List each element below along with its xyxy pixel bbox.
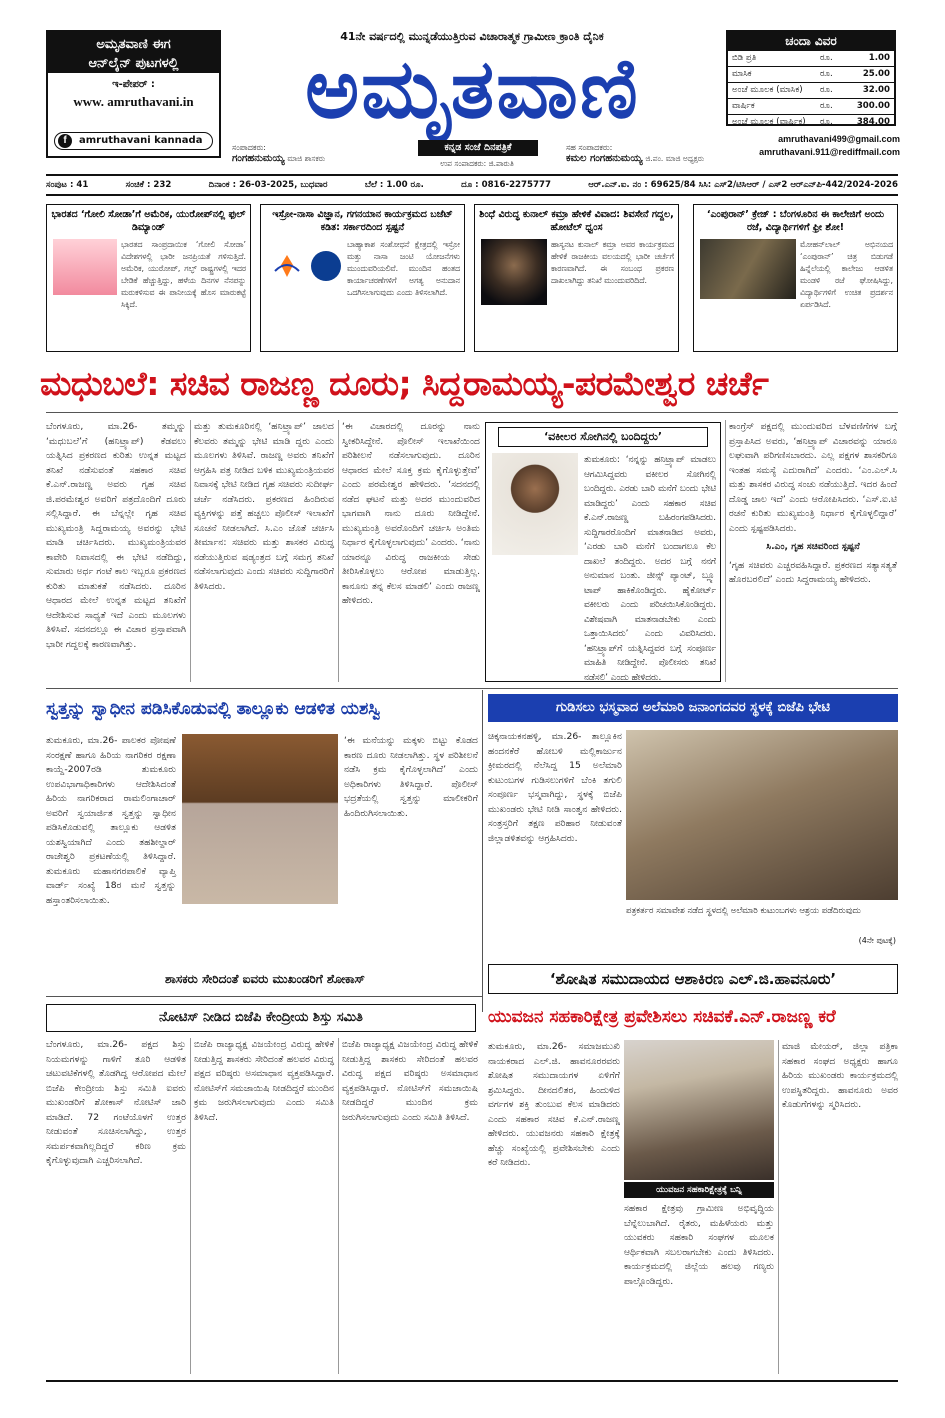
subscription-row — [728, 82, 894, 98]
sidebox-text: ತುಮಕೂರು: ‘ನನ್ನನ್ನು ಹನಿಟ್ರ್ಯಾಪ್ ಮಾಡಲು ಆಗಮಿಸಿದ್ದವರು ವಕೀಲರ ಸೋಗಿನಲ್ಲಿ ಬಂದಿದ್ದರು. ಎರಡು ಬಾರಿ ಮನೆಗೆ ಬಂದು ಭೇಟಿ ಮಾಡಿದ್ದರು’ ಎಂದು ಸಹಕಾರ ಸಚಿವ ಕೆ.ಎನ್.ರಾಜಣ್ಣ ಬಹಿರಂಗಪಡಿಸಿದರು. ಸುದ್ದಿಗಾರರೊಂದಿಗೆ ಮಾತನಾಡಿದ ಅವರು, ‘ಎರಡು ಬಾರಿ ಮನೆಗೆ ಬಂದಾಗಲೂ ಕೆಲ ದಾಖಲೆ ತಂದಿದ್ದರು. ಅದರ ಬಗ್ಗೆ ನನಗೆ ಅನುಮಾನ ಬಂತು. ಜೀನ್ಸ್ ಪ್ಯಾಂಟ್, ಬ್ಲ್ಯೂ ಟಾಪ್ ಹಾಕಿಕೊಂಡಿದ್ದರು. ಹೈಕೋರ್ಟ್ ವಕೀಲರು ಎಂದು ಪರಿಚಯಿಸಿಕೊಂಡಿದ್ದರು. ವಿಶೇಷವಾಗಿ ಮಾತನಾಡಬೇಕು ಎಂದು ಒತ್ತಾಯಿಸಿದರು’ ಎಂದು ವಿವರಿಸಿದರು. ‘ಹನಿಟ್ರ್ಯಾಪ್‌ಗೆ ಯತ್ನಿಸಿದ್ದವರ ಬಗ್ಗೆ ಸಂಪೂರ್ಣ ಮಾಹಿತಿ ನೀಡಿದ್ದೇನೆ. ಪೊಲೀಸರು ತನಿಖೆ ನಡೆಸಲಿ’ ಎಂದು ಹೇಳಿದರು. — [584, 455, 716, 683]
promo-line1: ಅಮೃತವಾಣಿ ಈಗ — [96, 37, 171, 52]
subscription-amount: 32.00 — [862, 85, 890, 95]
lead-col-3: ‘ಈ ವಿಚಾರದಲ್ಲಿ ದೂರನ್ನು ನಾನು ಸ್ವೀಕರಿಸಿದ್ದೇನೆ. ಪೊಲೀಸ್ ಇಲಾಖೆಯಿಂದ ಪರಿಶೀಲನೆ ನಡೆಸಲಾಗುವುದು. ದೂರಿನ ಆಧಾರದ ಮೇಲೆ ಸೂಕ್ತ ಕ್ರಮ ಕೈಗೊಳ್ಳುತ್ತೇವೆ’ ಎಂದು ಪರಮೇಶ್ವರ ಹೇಳಿದರು. ‘ಸದನದಲ್ಲಿ ನಡೆದ ಘಟನೆ ಮತ್ತು ಅದರ ಮುಂದುವರಿದ ಭಾಗವಾಗಿ ನಾನು ದೂರು ನೀಡಿದ್ದೇನೆ. ಮುಖ್ಯಮಂತ್ರಿ ಅವರೊಂದಿಗೆ ಚರ್ಚಿಸಿ ಅಂತಿಮ ನಿರ್ಧಾರ ಕೈಗೊಳ್ಳಲಾಗುವುದು’ ಎಂದರು. ‘ನಾನು ಯಾರನ್ನೂ ವಿರುದ್ಧ ರಾಜಕೀಯ ಸೇಡು ತೀರಿಸಿಕೊಳ್ಳಲು ಆರೋಪ ಮಾಡುತ್ತಿಲ್ಲ. ಕಾನೂನು ತನ್ನ ಕೆಲಸ ಮಾಡಲಿ’ ಎಂದು ರಾಜಣ್ಣ ಹೇಳಿದರು. — [342, 421, 480, 606]
volume: ಸಂಪುಟ : 41 — [46, 180, 89, 190]
teaser-title: ‘ಎಂಪುರಾನ್’ ಕ್ರೇಜ್ : ಬೆಂಗಳೂರಿನ ಈ ಕಾಲೇಜಿಗೆ ಅಂದು ರಜೆ, ವಿದ್ಯಾರ್ಥಿಗಳಿಗೆ ಫ್ರೀ ಶೋ! — [706, 209, 885, 233]
subscription-unit: ರೂ. — [820, 85, 833, 95]
subscription-unit: ರೂ. — [820, 53, 833, 63]
subscription-label: ವಾರ್ಷಿಕ — [732, 101, 755, 111]
story5-caption: ಯುವಜನ ಸಹಕಾರಿಕ್ಷೇತ್ರಕ್ಕೆ ಬನ್ನಿ — [624, 1182, 774, 1198]
isro-logo-icon — [269, 251, 305, 281]
newspaper-subtitle: ಕನ್ನಡ ಸಂಜೆ ದಿನಪತ್ರಿಕೆ — [418, 140, 538, 156]
subscription-row — [728, 50, 894, 66]
coeditor-label: ಸಹ ಸಂಪಾದಕರು: — [566, 143, 613, 152]
online-promo-box — [46, 30, 221, 158]
lead-col5-subhead: ಸಿ.ಎಂ, ಗೃಹ ಸಚಿವರಿಂದ ಸ್ಪಷ್ಟನೆ — [766, 541, 860, 552]
story2-headline: ಸ್ವತ್ತನ್ನು ಸ್ವಾಧೀನ ಪಡಿಸಿಕೊಡುವಲ್ಲಿ ತಾಲ್ಲೂಕು ಆಡಳಿತ ಯಶಸ್ವಿ — [46, 699, 381, 719]
issue-bar — [46, 177, 898, 193]
story4-text: ಬೆಂಗಳೂರು, ಮಾ.26- ಪಕ್ಷದ ಶಿಸ್ತು ನಿಯಮಗಳನ್ನು ಗಾಳಿಗೆ ತೂರಿ ಆಡಳಿತ ಚಟುವಟಿಕೆಗಳಲ್ಲಿ ತೊಡಗಿದ್ದ ಆರೋಪದ ಮೇಲೆ ಬಿಜೆಪಿ ಕೇಂದ್ರೀಯ ಶಿಸ್ತು ಸಮಿತಿ ಐವರು ಮುಖಂಡರಿಗೆ ಶೋಕಾಸ್ ನೋಟಿಸ್ ಜಾರಿ ಮಾಡಿದೆ. 72 ಗಂಟೆಯೊಳಗೆ ಉತ್ತರ ನೀಡುವಂತೆ ಸೂಚಿಸಲಾಗಿದ್ದು, ಉತ್ತರ ಸಮರ್ಪಕವಾಗಿಲ್ಲದಿದ್ದರೆ ಕಠಿಣ ಕ್ರಮ ಕೈಗೊಳ್ಳುವುದಾಗಿ ಎಚ್ಚರಿಸಲಾಗಿದೆ. — [46, 1039, 186, 1166]
story4-text-2: ಬಿಜೆಪಿ ರಾಜ್ಯಾಧ್ಯಕ್ಷ ವಿಜಯೇಂದ್ರ ವಿರುದ್ಧ ಹೇಳಿಕೆ ನೀಡುತ್ತಿದ್ದ ಶಾಸಕರು ಸೇರಿದಂತೆ ಹಲವರ ವಿರುದ್ಧ ಪಕ್ಷದ ವರಿಷ್ಠರು ಅಸಮಾಧಾನ ವ್ಯಕ್ತಪಡಿಸಿದ್ದಾರೆ. ನೋಟಿಸ್‌ಗೆ ಸಮಜಾಯಿಷಿ ನೀಡದಿದ್ದರೆ ಮುಂದಿನ ಕ್ರಮ ಜರುಗಿಸಲಾಗುವುದು ಎಂದು ಸಮಿತಿ ತಿಳಿಸಿದೆ. — [194, 1039, 334, 1123]
email-primary[interactable]: amruthavani499@gmail.com — [778, 134, 900, 144]
subscription-label: ಬಿಡಿ ಪ್ರತಿ — [732, 53, 757, 63]
tagline: 41ನೇ ವರ್ಷದಲ್ಲಿ ಮುನ್ನಡೆಯುತ್ತಿರುವ ವಿಚಾರಾತ್ಮಕ ಗ್ರಾಮೀಣ ಕ್ರಾಂತಿ ದೈನಿಕ — [340, 30, 604, 43]
subscription-label: ಅಂಚೆ ಮೂಲಕ (ಮಾಸಿಕ) — [732, 85, 803, 95]
editor-label: ಸಂಪಾದಕರು: — [232, 143, 266, 152]
lead-headline: ಮಧುಬಲೆ: ಸಚಿವ ರಾಜಣ್ಣ ದೂರು; ಸಿದ್ದರಾಮಯ್ಯ-ಪರಮೇಶ್ವರ ಚರ್ಚೆ — [40, 364, 769, 403]
subscription-box — [726, 30, 896, 126]
isro-logo — [269, 251, 305, 281]
teaser-card[interactable] — [693, 204, 898, 352]
story3-text: ಚಿಕ್ಕನಾಯಕನಹಳ್ಳಿ, ಮಾ.26- ತಾಲ್ಲೂಕಿನ ಹಂದನಕೆರೆ ಹೋಬಳಿ ಮಲ್ಲಿಕಾರ್ಜುನ ಕ್ರೀಮರದಲ್ಲಿ ನೆಲೆಸಿದ್ದ 15 ಅಲೆಮಾರಿ ಕುಟುಂಬಗಳ ಗುಡಿಸಲುಗಳಿಗೆ ಬೆಂಕಿ ತಗುಲಿ ಸಂಪೂರ್ಣ ಭಸ್ಮವಾಗಿದ್ದು, ಸ್ಥಳಕ್ಕೆ ಬಿಜೆಪಿ ಮುಖಂಡರು ಭೇಟಿ ನೀಡಿ ಸಾಂತ್ವನ ಹೇಳಿದರು. ಸಂತ್ರಸ್ತರಿಗೆ ತಕ್ಷಣ ಪರಿಹಾರ ನೀಡುವಂತೆ ಜಿಲ್ಲಾಡಳಿತವನ್ನು ಆಗ್ರಹಿಸಿದರು. — [488, 731, 622, 844]
masthead — [0, 0, 945, 175]
issue-date: ದಿನಾಂಕ : 26-03-2025, ಬುಧವಾರ — [208, 180, 328, 190]
story5-text-2: ಸಹಕಾರ ಕ್ಷೇತ್ರವು ಗ್ರಾಮೀಣ ಅಭಿವೃದ್ಧಿಯ ಬೆನ್ನೆಲುಬಾಗಿದೆ. ರೈತರು, ಮಹಿಳೆಯರು ಮತ್ತು ಯುವಕರು ಸಹಕಾರಿ ಸಂಘಗಳ ಮೂಲಕ ಆರ್ಥಿಕವಾಗಿ ಸಬಲರಾಗಬೇಕು ಎಂದು ತಿಳಿಸಿದರು. ಕಾರ್ಯಕ್ರಮದಲ್ಲಿ ಜಿಲ್ಲೆಯ ಹಲವು ಗಣ್ಯರು ಪಾಲ್ಗೊಂಡಿದ್ದರು. — [624, 1203, 774, 1287]
subscription-title: ಚಂದಾ ವಿವರ — [728, 32, 894, 50]
teaser-title: ಭಾರತದ ‘ಗೋಲಿ ಸೋಡಾ’ಗೆ ಅಮೆರಿಕ, ಯುರೋಪ್‌ನಲ್ಲಿ ಫುಲ್ ಡಿಮ್ಯಾಂಡ್ — [51, 209, 246, 233]
story5-photo — [624, 1040, 774, 1180]
story3-quote: ‘ಶೋಷಿತ ಸಮುದಾಯದ ಆಶಾಕಿರಣ ಎಲ್.ಜಿ.ಹಾವನೂರು’ — [488, 964, 898, 994]
subscription-amount: 300.00 — [856, 101, 890, 111]
subscription-unit: ರೂ. — [820, 69, 833, 79]
teaser-title: ಇಸ್ರೋ-ನಾಸಾ ವಿಜ್ಞಾನ, ಗಗನಯಾನ ಕಾರ್ಯಕ್ರಮದ ಬಜೆಟ್ ಕಡಿತ: ಸರ್ಕಾರದಿಂದ ಸ್ಪಷ್ಟನೆ — [272, 209, 453, 233]
story2-photo — [182, 734, 338, 904]
teaser-body: ಹಾಸ್ಯನಟ ಕುನಾಲ್ ಕಮ್ರಾ ಅವರ ಕಾರ್ಯಕ್ರಮದ ಹೇಳಿಕೆ ರಾಜಕೀಯ ವಲಯದಲ್ಲಿ ಭಾರೀ ಚರ್ಚೆಗೆ ಕಾರಣವಾಗಿದೆ. ಈ ಸಂಬಂಧ ಪ್ರಕರಣ ದಾಖಲಾಗಿದ್ದು ತನಿಖೆ ಮುಂದುವರಿದಿದೆ. — [551, 240, 674, 285]
registration: ಆರ್.ಎನ್.ಐ. ನಂ : 69625/84 ಸಿಸಿ: ಎಸ್‌2/ಟಿಸಿಆರ್ / ಎಸ್‌2 ಆರ್‌ಎನ್‌ಪಿ-442/2024-2026 — [588, 180, 898, 190]
lead-col5-text: ಕಾಂಗ್ರೆಸ್ ಪಕ್ಷದಲ್ಲಿ ಮುಂದುವರಿದ ಬೆಳವಣಿಗೆಗಳ ಬಗ್ಗೆ ಪ್ರಸ್ತಾಪಿಸಿದ ಅವರು, ‘ಹನಿಟ್ರ್ಯಾಪ್ ವಿಚಾರವನ್ನು ಯಾರೂ ಲಘುವಾಗಿ ಪರಿಗಣಿಸಬಾರದು. ಎಲ್ಲ ಪಕ್ಷಗಳ ಶಾಸಕರಿಗೂ ಇಂತಹ ಸಮಸ್ಯೆ ಎದುರಾಗಿದೆ’ ಎಂದರು. ‘ಎಂ.ಎಲ್.ಸಿ ಮತ್ತು ಶಾಸಕರ ವಿರುದ್ಧ ಸಂಚು ನಡೆಯುತ್ತಿದೆ. ಇದರ ಹಿಂದೆ ದೊಡ್ಡ ಜಾಲ ಇದೆ’ ಎಂದು ಆರೋಪಿಸಿದರು. ‘ಎಸ್.ಐ.ಟಿ ರಚನೆ ಕುರಿತು ಮುಖ್ಯಮಂತ್ರಿ ನಿರ್ಧಾರ ಕೈಗೊಳ್ಳಲಿದ್ದಾರೆ’ ಎಂದು ಸ್ಪಷ್ಟಪಡಿಸಿದರು. — [729, 421, 897, 534]
lead-col5-more: ‘ಗೃಹ ಸಚಿವರು ಎಚ್ಚರವಹಿಸಿದ್ದಾರೆ. ಪ್ರಕರಣದ ಸತ್ಯಾಸತ್ಯತೆ ಹೊರಬರಲಿದೆ’ ಎಂದು ಸಿದ್ದರಾಮಯ್ಯ ಹೇಳಿದರು. — [729, 559, 897, 585]
assoc-editor: ಉಪ ಸಂಪಾದಕರು: ಜಿ.ಪಾರುತಿ — [440, 159, 514, 168]
subscription-amount: 1.00 — [868, 53, 890, 63]
story2-text-2: ‘ಈ ಮನೆಯನ್ನು ಮಕ್ಕಳು ಬಿಟ್ಟು ಕೊಡದ ಕಾರಣ ದೂರು ನೀಡಲಾಗಿತ್ತು. ಸ್ಥಳ ಪರಿಶೀಲನೆ ನಡೆಸಿ ಕ್ರಮ ಕೈಗೊಳ್ಳಲಾಗಿದೆ’ ಎಂದು ಅಧಿಕಾರಿಗಳು ತಿಳಿಸಿದ್ದಾರೆ. ಪೊಲೀಸ್ ಭದ್ರತೆಯಲ್ಲಿ ಸ್ವತ್ತನ್ನು ಮಾಲೀಕರಿಗೆ ಹಿಂದಿರುಗಿಸಲಾಯಿತು. — [344, 735, 478, 819]
story3-headline: ಗುಡಿಸಲು ಭಸ್ಮವಾದ ಅಲೆಮಾರಿ ಜನಾಂಗದವರ ಸ್ಥಳಕ್ಕೆ ಬಿಜೆಪಿ ಭೇಟಿ — [556, 700, 830, 715]
subscription-row — [728, 66, 894, 82]
subscription-row — [728, 114, 894, 130]
issue-no: ಸಂಚಿಕೆ : 232 — [125, 180, 172, 190]
teaser-photo — [481, 239, 547, 305]
editor-name: ಗಂಗಹನುಮಯ್ಯ — [232, 153, 285, 164]
subscription-unit: ರೂ. — [820, 117, 833, 127]
story4-pull-box — [194, 1038, 334, 1374]
subscription-unit: ರೂ. — [820, 101, 833, 111]
lead-sidebox — [485, 422, 721, 682]
teaser-body: ಭಾರತದ ಸಾಂಪ್ರದಾಯಿಕ ‘ಗೋಲಿ ಸೋಡಾ’ ವಿದೇಶಗಳಲ್ಲಿ ಭಾರೀ ಜನಪ್ರಿಯತೆ ಗಳಿಸುತ್ತಿದೆ. ಅಮೆರಿಕ, ಯುರೋಪ್, ಗಲ್ಫ್ ರಾಷ್ಟ್ರಗಳಲ್ಲಿ ಇದರ ಬೇಡಿಕೆ ಹೆಚ್ಚುತ್ತಿದ್ದು, ಹಳೆಯ ದಿನಗಳ ನೆನಪನ್ನು ಮರುಕಳಿಸುವ ಈ ಪಾನೀಯಕ್ಕೆ ಹೊಸ ಮಾರುಕಟ್ಟೆ ಸಿಕ್ಕಿದೆ. — [121, 240, 246, 309]
teaser-photo — [700, 239, 796, 299]
teaser-body: ಮೋಹನ್‌ಲಾಲ್ ಅಭಿನಯದ ‘ಎಂಪುರಾನ್’ ಚಿತ್ರ ಬಿಡುಗಡೆ ಹಿನ್ನೆಲೆಯಲ್ಲಿ ಕಾಲೇಜು ಆಡಳಿತ ಮಂಡಳಿ ರಜೆ ಘೋಷಿಸಿದ್ದು, ವಿದ್ಯಾರ್ಥಿಗಳಿಗೆ ಉಚಿತ ಪ್ರದರ್ಶನ ಏರ್ಪಡಿಸಿದೆ. — [800, 240, 893, 309]
story4-headline: ನೋಟಿಸ್ ನೀಡಿದ ಬಿಜೆಪಿ ಕೇಂದ್ರೀಯ ಶಿಸ್ತು ಸಮಿತಿ — [46, 1004, 476, 1032]
story3-more[interactable]: (4ನೇ ಪುಟಕ್ಕೆ) — [858, 936, 896, 945]
teaser-photo — [53, 239, 117, 295]
website-link[interactable]: www. amruthavani.in — [73, 94, 194, 109]
sidebox-portrait — [492, 453, 578, 555]
story3-caption: ಪತ್ರಕರ್ತರ ಸಮಾವೇಶ ನಡೆದ ಸ್ಥಳದಲ್ಲಿ ಅಲೆಮಾರಿ ಕುಟುಂಬಗಳು ಆಶ್ರಯ ಪಡೆದಿರುವುದು — [626, 906, 861, 916]
story5-text-3: ಮಾಜಿ ಮೇಯರ್, ಜಿಲ್ಲಾ ಪತ್ರಿಕಾ ಸಹಕಾರ ಸಂಘದ ಅಧ್ಯಕ್ಷರು ಹಾಗೂ ಹಿರಿಯ ಮುಖಂಡರು ಕಾರ್ಯಕ್ರಮದಲ್ಲಿ ಉಪಸ್ಥಿತರಿದ್ದರು. ಹಾವನೂರು ಅವರ ಕೊಡುಗೆಗಳನ್ನು ಸ್ಮರಿಸಿದರು. — [782, 1041, 898, 1110]
editor-note: ಮಾಜಿ ಶಾಸಕರು — [287, 154, 326, 163]
phone: ದೂ : 0816-2275777 — [461, 180, 551, 190]
lead-col-1: ಬೆಂಗಳೂರು, ಮಾ.26- ತಮ್ಮನ್ನು ‘ಮಧುಬಲೆ’ಗೆ (ಹನಿಟ್ರ್ಯಾಪ್) ಕೆಡವಲು ಯತ್ನಿಸಿದ ಪ್ರಕರಣದ ಕುರಿತು ಉನ್ನತ ಮಟ್ಟದ ತನಿಖೆ ನಡೆಸುವಂತೆ ಸಹಕಾರ ಸಚಿವ ಕೆ.ಎನ್.ರಾಜಣ್ಣ ಅವರು ಗೃಹ ಸಚಿವ ಜಿ.ಪರಮೇಶ್ವರ ಅವರಿಗೆ ಪತ್ರದೊಂದಿಗೆ ದೂರು ಸಲ್ಲಿಸಿದ್ದಾರೆ. ಈ ಬೆನ್ನಲ್ಲೇ ಗೃಹ ಸಚಿವ ಮುಖ್ಯಮಂತ್ರಿ ಸಿದ್ದರಾಮಯ್ಯ ಅವರನ್ನು ಭೇಟಿ ಮಾಡಿ ಚರ್ಚಿಸಿದರು. ಮುಖ್ಯಮಂತ್ರಿಯವರ ಕಾವೇರಿ ನಿವಾಸದಲ್ಲಿ ಈ ಭೇಟಿ ನಡೆದಿದ್ದು, ಸುಮಾರು ಅರ್ಧ ಗಂಟೆ ಕಾಲ ಇಬ್ಬರೂ ಪ್ರಕರಣದ ಕುರಿತು ಮಾತುಕತೆ ನಡೆಸಿದರು. ದೂರಿನ ಆಧಾರದ ಮೇಲೆ ಉನ್ನತ ಮಟ್ಟದ ತನಿಖೆಗೆ ಆದೇಶಿಸುವ ಸಾಧ್ಯತೆ ಇದೆ ಎಂದು ಮೂಲಗಳು ತಿಳಿಸಿವೆ. ಸದನದಲ್ಲೂ ಈ ವಿಚಾರ ಪ್ರಸ್ತಾಪವಾಗಿ ಭಾರೀ ಗದ್ದಲಕ್ಕೆ ಕಾರಣವಾಗಿತ್ತು. — [46, 421, 186, 650]
epaper-label: ಇ-ಪೇಪರ್ : — [112, 79, 155, 90]
story3-headline-bar — [488, 694, 898, 722]
teaser-card[interactable] — [46, 204, 251, 352]
teaser-title: ಶಿಂಧೆ ವಿರುದ್ಧ ಕುನಾಲ್ ಕಮ್ರಾ ಹೇಳಿಕೆ ವಿವಾದ: ಶಿವಸೇನೆ ಗದ್ದಲ, ಹೋಟೆಲ್ ಧ್ವಂಸ — [479, 209, 674, 233]
price: ಬೆಲೆ : 1.00 ರೂ. — [364, 180, 424, 190]
email-secondary[interactable]: amruthavani.911@rediffmail.com — [759, 147, 900, 157]
nasa-logo-icon — [311, 251, 341, 281]
story3-photo — [626, 730, 898, 900]
editor-block — [232, 143, 412, 164]
teaser-strip — [46, 204, 898, 352]
story5-headline: ಯುವಜನ ಸಹಕಾರಿಕ್ಷೇತ್ರ ಪ್ರವೇಶಿಸಲು ಸಚಿವಕೆ.ಎನ್.ರಾಜಣ್ಣ ಕರೆ — [488, 1007, 836, 1027]
story2-text: ತುಮಕೂರು, ಮಾ.26- ಪಾಲಕರ ಪೋಷಣೆ ಸಂರಕ್ಷಣೆ ಹಾಗೂ ಹಿರಿಯ ನಾಗರಿಕರ ರಕ್ಷಣಾ ಕಾಯ್ದೆ-2007ರಡಿ ತುಮಕೂರು ಉಪವಿಭಾಗಾಧಿಕಾರಿಗಳು ಆದೇಶಿಸಿದಂತೆ ಹಿರಿಯ ನಾಗರಿಕರಾದ ರಾಮಲಿಂಗಾಚಾರ್ ಅವರಿಗೆ ಸ್ವಯಾರ್ಜಿತ ಸ್ವತ್ತನ್ನು ಸ್ವಾಧೀನ ಪಡಿಸಿಕೊಡುವಲ್ಲಿ ತಾಲ್ಲೂಕು ಆಡಳಿತ ಯಶಸ್ವಿಯಾಗಿದೆ ಎಂದು ತಹಶೀಲ್ದಾರ್ ರಾಜೇಶ್ವರಿ ಪ್ರಕಟಣೆಯಲ್ಲಿ ತಿಳಿಸಿದ್ದಾರೆ. ತುಮಕೂರು ಮಹಾನಗರಪಾಲಿಕೆ ವ್ಯಾಪ್ತಿ ವಾರ್ಡ್ ಸಂಖ್ಯೆ 18ರ ಮನೆ ಸ್ವತ್ತನ್ನು ಹಸ್ತಾಂತರಿಸಲಾಯಿತು. — [46, 735, 176, 906]
subscription-label: ಅಂಚೆ ಮೂಲಕ (ವಾರ್ಷಿಕ) — [732, 117, 806, 127]
subscription-amount: 384.00 — [856, 117, 890, 127]
story2-caption: ಶಾಸಕರು ಸೇರಿದಂತೆ ಐವರು ಮುಖಂಡರಿಗೆ ಶೋಕಾಸ್ — [165, 972, 365, 986]
sidebox-title: ‘ವಕೀಲರ ಸೋಗಿನಲ್ಲಿ ಬಂದಿದ್ದರು’ — [498, 427, 708, 447]
promo-line2: ಆನ್‌ಲೈನ್ ಪುಟಗಳಲ್ಲಿ — [88, 56, 179, 71]
story4-text-3: ಬಿಜೆಪಿ ರಾಜ್ಯಾಧ್ಯಕ್ಷ ವಿಜಯೇಂದ್ರ ವಿರುದ್ಧ ಹೇಳಿಕೆ ನೀಡುತ್ತಿದ್ದ ಶಾಸಕರು ಸೇರಿದಂತೆ ಹಲವರ ವಿರುದ್ಧ ಪಕ್ಷದ ವರಿಷ್ಠರು ಅಸಮಾಧಾನ ವ್ಯಕ್ತಪಡಿಸಿದ್ದಾರೆ. ನೋಟಿಸ್‌ಗೆ ಸಮಜಾಯಿಷಿ ನೀಡದಿದ್ದರೆ ಮುಂದಿನ ಕ್ರಮ ಜರುಗಿಸಲಾಗುವುದು ಎಂದು ಸಮಿತಿ ತಿಳಿಸಿದೆ. — [342, 1039, 478, 1123]
teaser-card[interactable] — [474, 204, 679, 352]
subscription-label: ಮಾಸಿಕ — [732, 69, 752, 79]
facebook-icon: f — [58, 134, 72, 148]
newspaper-title: ಅಮೃತವಾಣಿ — [305, 42, 640, 137]
lead-col-5 — [729, 420, 897, 682]
subscription-amount: 25.00 — [862, 69, 890, 79]
teaser-card[interactable] — [260, 204, 465, 352]
facebook-badge[interactable] — [54, 132, 213, 150]
teaser-body: ಬಾಹ್ಯಾಕಾಶ ಸಂಶೋಧನೆ ಕ್ಷೇತ್ರದಲ್ಲಿ ಇಸ್ರೋ ಮತ್ತು ನಾಸಾ ಜಂಟಿ ಯೋಜನೆಗಳು ಮುಂದುವರಿಯಲಿವೆ. ಮುಂದಿನ ಹಂತದ ಕಾರ್ಯಾಚರಣೆಗಳಿಗೆ ಅಗತ್ಯ ಅನುದಾನ ಒದಗಿಸಲಾಗುವುದು ಎಂದು ತಿಳಿಸಲಾಗಿದೆ. — [347, 240, 460, 297]
coeditor-name: ಕಮಲ ಗಂಗಹನುಮಯ್ಯ — [566, 153, 643, 164]
subscription-row — [728, 98, 894, 114]
coeditor-note: ಜಿ.ಪಂ. ಮಾಜಿ ಅಧ್ಯಕ್ಷರು — [645, 154, 705, 163]
subscription-rows — [728, 50, 894, 130]
story5-text: ತುಮಕೂರು, ಮಾ.26- ಸಮಾಜಮುಖಿ ನಾಯಕರಾದ ಎಲ್.ಜಿ. ಹಾವನೂರರವರು ಶೋಷಿತ ಸಮುದಾಯಗಳ ಏಳಿಗೆಗೆ ಶ್ರಮಿಸಿದ್ದರು. ದೀನದಲಿತರ, ಹಿಂದುಳಿದ ವರ್ಗಗಳ ಶಕ್ತಿ ತುಂಬುವ ಕೆಲಸ ಮಾಡಿದರು ಎಂದು ಸಹಕಾರ ಸಚಿವ ಕೆ.ಎನ್.ರಾಜಣ್ಣ ಹೇಳಿದರು. ಯುವಜನರು ಸಹಕಾರಿ ಕ್ಷೇತ್ರಕ್ಕೆ ಹೆಚ್ಚು ಸಂಖ್ಯೆಯಲ್ಲಿ ಪ್ರವೇಶಿಸಬೇಕು ಎಂದು ಕರೆ ನೀಡಿದರು. — [488, 1041, 620, 1168]
lead-col-2: ಮತ್ತು ತುಮಕೂರಿನಲ್ಲಿ ‘ಹನಿಟ್ರ್ಯಾಪ್’ ಜಾಲದ ಕೆಲವರು ತಮ್ಮನ್ನು ಭೇಟಿ ಮಾಡಿ ದ್ದರು ಎಂದು ಮೂಲಗಳು ತಿಳಿಸಿವೆ. ರಾಜಣ್ಣ ಅವರು ತನಿಖೆಗೆ ಆಗ್ರಹಿಸಿ ಪತ್ರ ನೀಡಿದ ಬಳಿಕ ಮುಖ್ಯಮಂತ್ರಿಯವರ ನಿವಾಸಕ್ಕೆ ಭೇಟಿ ನೀಡಿದ ಗೃಹ ಸಚಿವರು ಸುದೀರ್ಘ ಚರ್ಚೆ ನಡೆಸಿದರು. ಪ್ರಕರಣದ ಹಿಂದಿರುವ ವ್ಯಕ್ತಿಗಳನ್ನು ಪತ್ತೆ ಹಚ್ಚಲು ಪೊಲೀಸ್ ಇಲಾಖೆಗೆ ಸೂಚನೆ ನೀಡಲಾಗಿದೆ. ಸಿ.ಎಂ ಜೊತೆ ಚರ್ಚಿಸಿ ತೀರ್ಮಾನ: ಸಚಿವರು ಮತ್ತು ಶಾಸಕರ ವಿರುದ್ಧ ನಡೆಯುತ್ತಿರುವ ಷಡ್ಯಂತ್ರದ ಬಗ್ಗೆ ಸಮಗ್ರ ತನಿಖೆ ನಡೆಸಲಾಗುವುದು ಎಂದು ಸಚಿವರು ಸುದ್ದಿಗಾರರಿಗೆ ತಿಳಿಸಿದರು. — [194, 421, 334, 592]
facebook-handle: amruthavani kannada — [79, 135, 203, 146]
